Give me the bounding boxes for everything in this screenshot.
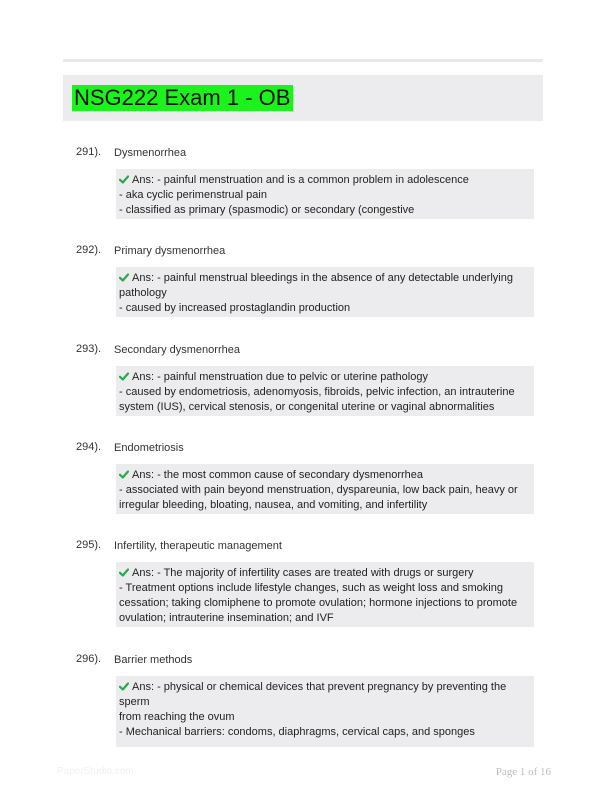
answer-line xyxy=(119,370,531,385)
answer-box xyxy=(116,267,534,317)
title-bar xyxy=(63,75,543,121)
question-row xyxy=(63,243,543,259)
answer-line xyxy=(119,385,531,400)
question-row xyxy=(63,652,543,668)
question-item xyxy=(63,342,543,413)
check-icon xyxy=(119,469,129,478)
question-row xyxy=(63,440,543,456)
answer-line xyxy=(119,611,531,626)
answer-line xyxy=(119,271,531,286)
footer-watermark: PaperStudio.com xyxy=(57,766,134,777)
answer-line xyxy=(119,286,531,301)
answer-line xyxy=(119,710,531,725)
answer-text: Ans: - painful menstruation due to pelvic or uterine pathology xyxy=(132,371,428,383)
answer-text: - aka cyclic perimenstrual pain xyxy=(119,189,267,201)
answer-text: cessation; taking clomiphene to promote ovulation; hormone injections to promote xyxy=(119,597,518,609)
answer-text: - classified as primary (spasmodic) or secondary (congestive xyxy=(119,204,415,216)
question-row xyxy=(63,538,543,554)
answer-text: ovulation; intrauterine insemination; and IVF xyxy=(119,612,334,624)
question-number: 295). xyxy=(76,539,102,551)
answer-line xyxy=(119,400,531,415)
check-icon xyxy=(119,174,129,183)
answer-line xyxy=(119,725,531,740)
question-term: Secondary dysmenorrhea xyxy=(114,344,240,356)
answer-line xyxy=(119,581,531,596)
question-row xyxy=(63,145,543,161)
answer-text: - caused by endometriosis, adenomyosis, fibroids, pelvic infection, an intrauterine xyxy=(119,386,515,398)
answer-text: Ans: - the most common cause of secondary dysmenorrhea xyxy=(132,469,424,481)
answer-line xyxy=(119,188,531,203)
answer-line xyxy=(119,468,531,483)
question-term: Primary dysmenorrhea xyxy=(114,245,226,257)
answer-line xyxy=(119,566,531,581)
answer-line xyxy=(119,173,531,188)
check-icon xyxy=(119,371,129,380)
check-icon xyxy=(119,681,129,690)
question-term: Dysmenorrhea xyxy=(114,147,187,159)
answer-box xyxy=(116,169,534,219)
answer-box xyxy=(116,366,534,416)
answer-text: pathology xyxy=(119,287,167,299)
answer-text: Ans: - The majority of infertility cases are treated with drugs or surgery xyxy=(132,567,474,579)
answer-text: - caused by increased prostaglandin production xyxy=(119,302,351,314)
answer-text: system (IUS), cervical stenosis, or congenital uterine or vaginal abnormalities xyxy=(119,401,495,413)
page-number: Page 1 of 16 xyxy=(495,766,551,778)
answer-text: Ans: - painful menstrual bleedings in the absence of any detectable underlying xyxy=(132,272,513,284)
question-number: 293). xyxy=(76,343,102,355)
answer-text: irregular bleeding, bloating, nausea, and vomiting, and infertility xyxy=(119,499,428,511)
question-row xyxy=(63,342,543,358)
answer-text: - Mechanical barriers: condoms, diaphragms, cervical caps, and sponges xyxy=(119,726,475,738)
question-item xyxy=(63,440,543,511)
answer-text: from reaching the ovum xyxy=(119,711,235,723)
question-item xyxy=(63,145,543,216)
answer-box xyxy=(116,562,534,627)
question-term: Infertility, therapeutic management xyxy=(114,540,282,552)
question-number: 294). xyxy=(76,441,102,453)
question-term: Endometriosis xyxy=(114,442,184,454)
top-divider xyxy=(63,59,543,62)
question-number: 291). xyxy=(76,146,102,158)
answer-text: - Treatment options include lifestyle changes, such as weight loss and smoking xyxy=(119,582,503,594)
answer-line xyxy=(119,498,531,513)
answer-box xyxy=(116,464,534,514)
answer-text: Ans: - physical or chemical devices that prevent pregnancy by preventing the sperm xyxy=(119,681,507,708)
question-item xyxy=(63,652,543,738)
question-term: Barrier methods xyxy=(114,654,193,666)
question-number: 296). xyxy=(76,653,102,665)
answer-text: Ans: - painful menstruation and is a common problem in adolescence xyxy=(132,174,469,186)
question-item xyxy=(63,538,543,624)
question-item xyxy=(63,243,543,314)
answer-text: - associated with pain beyond menstruation, dyspareunia, low back pain, heavy or xyxy=(119,484,518,496)
answer-line xyxy=(119,483,531,498)
answer-line xyxy=(119,301,531,316)
page-title: NSG222 Exam 1 - OB xyxy=(72,85,293,111)
answer-line xyxy=(119,596,531,611)
answer-box xyxy=(116,676,534,747)
check-icon xyxy=(119,567,129,576)
answer-line xyxy=(119,680,531,710)
check-icon xyxy=(119,272,129,281)
answer-line xyxy=(119,203,531,218)
question-number: 292). xyxy=(76,244,102,256)
